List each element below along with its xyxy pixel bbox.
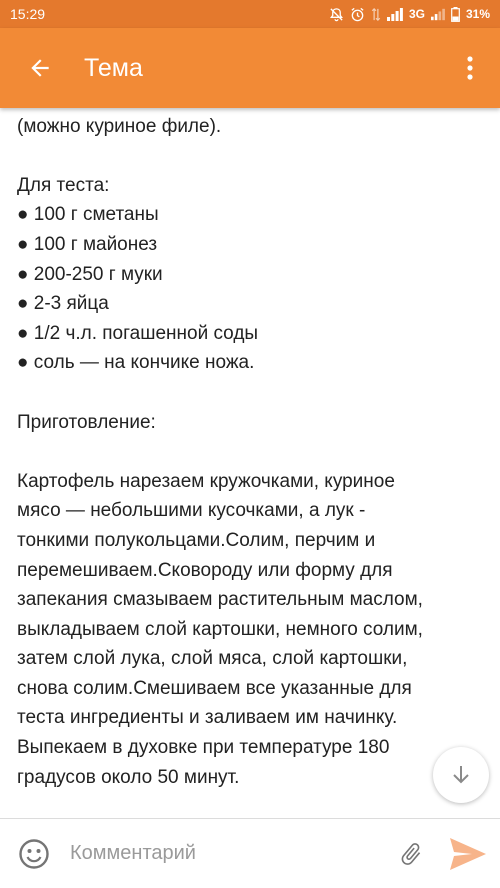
post-line: Картофель нарезаем кружочками, куриное: [17, 470, 395, 492]
post-line-cut: [17, 108, 487, 112]
scroll-down-button[interactable]: [433, 747, 489, 803]
page-title: Тема: [84, 53, 143, 82]
post-line: теста ингредиенты и заливаем им начинку.: [17, 707, 398, 729]
post-line: [17, 378, 487, 408]
post-line: выкладываем слой картошки, немного солим,: [17, 618, 423, 640]
back-button[interactable]: [0, 28, 80, 108]
post-line: снова солим.Смешиваем все указанные для: [17, 677, 412, 699]
mute-bell-icon: [329, 7, 344, 22]
post-content[interactable]: [0, 108, 500, 818]
post-line: ● 200-250 г муки: [17, 263, 163, 285]
post-line: Выпекаем в духовке при температуре 180: [17, 737, 390, 759]
post-line: мясо — небольшими кусочками, а лук -: [17, 500, 366, 522]
arrow-down-icon: [449, 763, 473, 787]
send-icon: [449, 837, 487, 871]
comment-composer: [0, 818, 500, 888]
comment-input[interactable]: [68, 833, 386, 875]
data-transfer-icon: [371, 7, 381, 22]
post-line: затем слой лука, слой мяса, слой картошки,: [17, 648, 408, 670]
emoji-button[interactable]: [0, 820, 68, 888]
post-lines: [17, 112, 487, 793]
arrow-left-icon: [27, 55, 53, 81]
signal-icon: [387, 8, 403, 21]
status-time: 15:29: [10, 6, 46, 22]
post-line: тонкими полукольцами.Солим, перчим и: [17, 529, 376, 551]
post-line: ● 1/2 ч.л. погашенной соды: [17, 322, 259, 344]
post-line: (можно куриное филе).: [17, 115, 222, 137]
post-line: градусов около 50 минут.: [17, 766, 240, 788]
network-type: 3G: [408, 7, 425, 21]
more-vert-icon: [466, 55, 474, 81]
paperclip-icon: [398, 839, 424, 869]
app-bar: [0, 28, 500, 108]
post-line: [17, 141, 487, 171]
status-icons: [329, 7, 490, 22]
post-line: ● 100 г сметаны: [17, 204, 159, 226]
battery-icon: [451, 7, 460, 22]
signal-icon-2: [431, 8, 445, 21]
overflow-menu-button[interactable]: [440, 28, 500, 108]
post-line: ● 100 г майонез: [17, 233, 158, 255]
battery-level: 31%: [465, 7, 490, 21]
send-button[interactable]: [436, 820, 500, 888]
post-line: [17, 437, 487, 467]
attach-button[interactable]: [386, 820, 436, 888]
smiley-icon: [18, 838, 50, 870]
post-line: ● 2-3 яйца: [17, 293, 109, 315]
status-bar: [0, 0, 500, 28]
post-line: запекания смазываем растительным маслом,: [17, 589, 423, 611]
post-line: ● соль — на кончике ножа.: [17, 352, 255, 374]
alarm-icon: [350, 7, 365, 22]
post-line: Для теста:: [17, 174, 110, 196]
post-line: перемешиваем.Сковороду или форму для: [17, 559, 393, 581]
post-line: Приготовление:: [17, 411, 156, 433]
post-text: [17, 108, 487, 792]
